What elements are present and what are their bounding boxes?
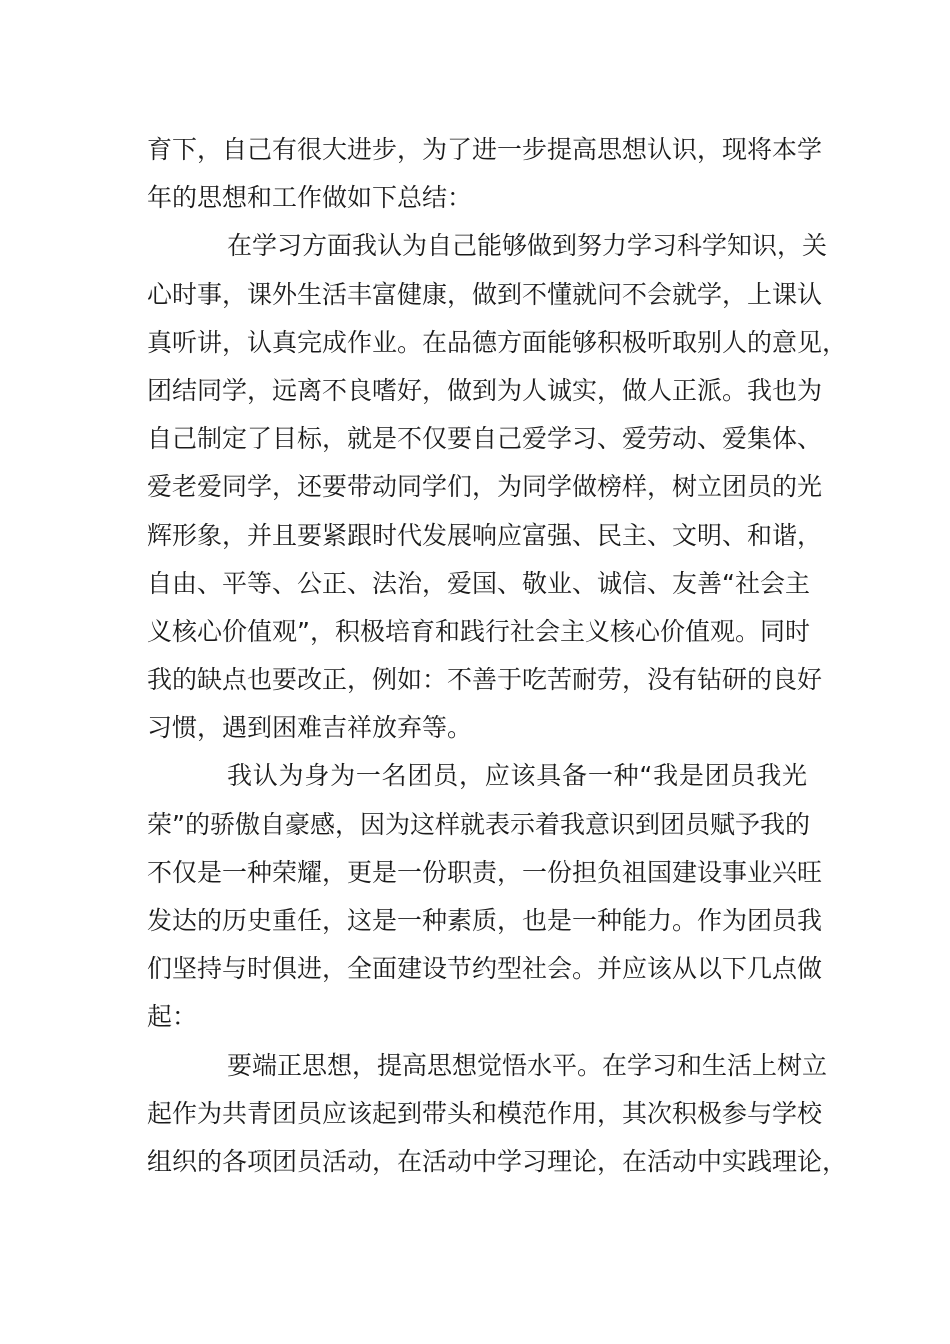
paragraph-line: 辉形象，并且要紧跟时代发展响应富强、民主、文明、和谐， [147, 520, 823, 550]
paragraph-line: 发达的历史重任，这是一种素质，也是一种能力。作为团员我 [147, 906, 823, 935]
paragraph-line: 义核心价值观”，积极培育和践行社会主义核心价值观。同时 [147, 616, 810, 646]
paragraph-line: 们坚持与时俱进，全面建设节约型社会。并应该从以下几点做 [147, 954, 823, 984]
paragraph-line: 我认为身为一名团员，应该具备一种“我是团员我光 [227, 761, 807, 791]
paragraph-line: 起作为共青团员应该起到带头和模范作用，其次积极参与学校 [147, 1098, 823, 1128]
paragraph-line: 组织的各项团员活动，在活动中学习理论，在活动中实践理论， [147, 1146, 848, 1176]
document-body [147, 126, 848, 1186]
paragraph-line: 荣”的骄傲自豪感，因为这样就表示着我意识到团员赋予我的 [147, 809, 810, 839]
paragraph-line: 在学习方面我认为自己能够做到努力学习科学知识，关 [227, 231, 828, 261]
paragraph-line: 心时事，课外生活丰富健康，做到不懂就问不会就学，上课认 [147, 279, 823, 309]
paragraph-line: 团结同学，远离不良嗜好，做到为人诚实，做人正派。我也为 [147, 375, 823, 405]
paragraph-line: 要端正思想，提高思想觉悟水平。在学习和生活上树立 [227, 1050, 828, 1080]
paragraph-line: 年的思想和工作做如下总结： [147, 183, 473, 213]
paragraph-line: 我的缺点也要改正，例如：不善于吃苦耐劳，没有钻研的良好 [147, 665, 823, 695]
paragraph-line: 起： [147, 1002, 198, 1032]
paragraph-line: 习惯，遇到困难吉祥放弃等。 [147, 713, 473, 743]
paragraph-line: 育下，自己有很大进步，为了进一步提高思想认识，现将本学 [147, 135, 823, 164]
paragraph-line: 真听讲，认真完成作业。在品德方面能够积极听取别人的意见， [147, 327, 848, 357]
paragraph-line: 自由、平等、公正、法治，爱国、敬业、诚信、友善“社会主 [147, 568, 810, 598]
paragraph-line: 自己制定了目标，就是不仅要自己爱学习、爱劳动、爱集体、 [147, 424, 823, 454]
paragraph-line: 不仅是一种荣耀，更是一份职责，一份担负祖国建设事业兴旺 [147, 857, 823, 887]
paragraph-line: 爱老爱同学，还要带动同学们，为同学做榜样，树立团员的光 [147, 472, 823, 502]
